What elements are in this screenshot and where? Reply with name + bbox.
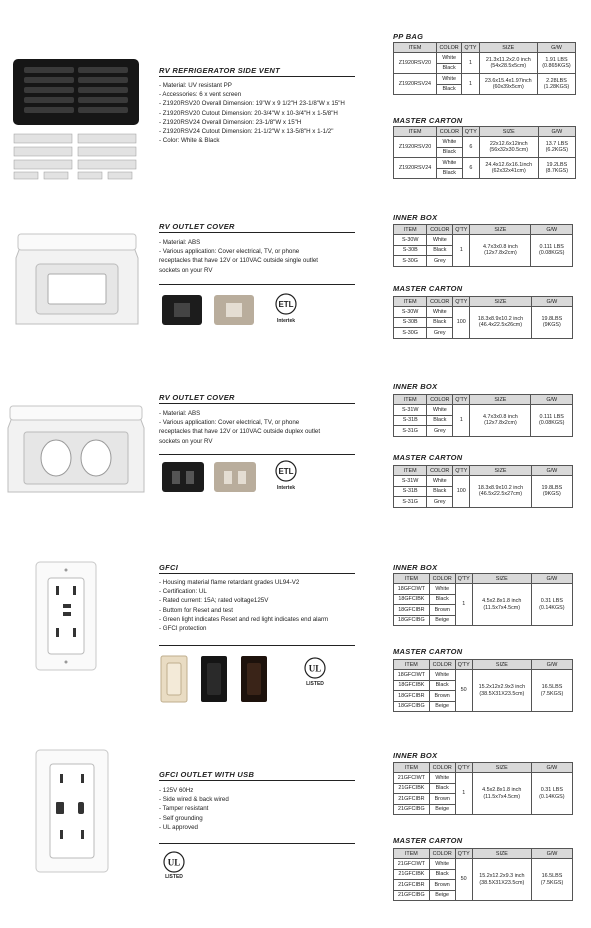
feature-list	[159, 786, 374, 832]
gw-cell: 2.28LBS (1.28KGS)	[538, 74, 576, 95]
item-cell: 21GFCIBG	[394, 804, 430, 815]
product-title: GFCI OUTLET WITH USB	[159, 770, 255, 779]
item-cell: S-31W	[394, 476, 427, 487]
gw-cell: 19.2LBS (8.7KGS)	[538, 158, 575, 179]
header-cell: ITEM	[394, 127, 437, 137]
color-cell: White	[427, 235, 453, 246]
feature-item: - Z1920RSV20 Cutout Dimension: 20-3/4"W x 10-3/4"H x 1-5/8"H	[159, 109, 338, 117]
item-cell: S-30W	[394, 307, 427, 318]
header-cell: ITEM	[394, 225, 427, 235]
table-header-row	[394, 763, 573, 773]
header-cell: SIZE	[479, 127, 538, 137]
header-cell: ITEM	[394, 297, 427, 307]
table-title: MASTER CARTON	[393, 453, 463, 462]
feature-item: - Various application: Cover electrical, TV, or phone	[159, 248, 300, 256]
item-cell: S-30B	[394, 245, 427, 256]
table-row	[394, 670, 573, 681]
item-cell: S-30W	[394, 235, 427, 246]
gw-cell: 0.111 LBS (0.08KGS)	[531, 235, 573, 267]
table-header-row	[394, 466, 573, 476]
item-cell: S-31B	[394, 486, 427, 497]
qty-cell: 6	[462, 158, 479, 179]
header-cell: ITEM	[394, 763, 430, 773]
qty-cell: 50	[455, 859, 472, 901]
side-vent-image	[12, 58, 140, 126]
color-cell: Black	[429, 594, 455, 605]
color-cell: Brown	[429, 605, 455, 616]
header-cell: Q'TY	[455, 574, 472, 584]
header-cell: COLOR	[427, 395, 453, 405]
color-cell: Grey	[427, 426, 453, 437]
table-title: INNER BOX	[393, 382, 438, 391]
header-cell: ITEM	[394, 574, 430, 584]
header-cell: COLOR	[429, 763, 455, 773]
header-cell: COLOR	[429, 660, 455, 670]
item-cell: S-31B	[394, 415, 427, 426]
spec-table	[393, 465, 573, 508]
size-cell: 18.3x8.9x10.2 inch (46.5x22.5x27cm)	[470, 476, 531, 508]
svg-text:UL: UL	[308, 663, 322, 674]
table-title: MASTER CARTON	[393, 116, 463, 125]
table-row	[394, 859, 573, 870]
item-cell: 18GFCIBK	[394, 594, 430, 605]
color-cell: Black	[437, 147, 463, 158]
header-cell: SIZE	[472, 763, 531, 773]
cert-caption: LISTED	[306, 681, 324, 687]
header-cell: G/W	[531, 225, 573, 235]
title-rule	[159, 573, 355, 574]
feature-item: - Various application: Cover electrical, TV, or phone	[159, 419, 300, 427]
header-cell: SIZE	[479, 43, 537, 53]
etl-certification-icon	[272, 292, 300, 316]
table-row	[394, 74, 576, 85]
header-cell: COLOR	[429, 574, 455, 584]
item-cell: 18GFCIBK	[394, 680, 430, 691]
header-cell: SIZE	[470, 225, 531, 235]
item-cell: 18GFCIBR	[394, 605, 430, 616]
color-cell: Brown	[429, 794, 455, 805]
qty-cell: 1	[462, 53, 479, 74]
gw-cell: 19.8LBS (9KGS)	[531, 307, 572, 339]
title-rule	[159, 403, 355, 404]
header-cell: G/W	[531, 395, 573, 405]
size-cell: 4.5x2.8x1.8 inch (11.5x7x4.5cm)	[472, 584, 531, 626]
size-cell: 22x12.6x12inch (56x32x30.5cm)	[479, 137, 538, 158]
feature-item: - Material: ABS	[159, 410, 201, 417]
product-title: RV OUTLET COVER	[159, 222, 235, 231]
item-cell: 21GFCIBK	[394, 783, 430, 794]
table-header-row	[394, 127, 576, 137]
feature-item: - Z1920RSV24 Overall Dimension: 23-1/8"W x 15"H	[159, 118, 302, 126]
feature-item: - Z1920RSV24 Cutout Dimension: 21-1/2"W x 13-5/8"H x 1-1/2"	[159, 128, 334, 136]
header-cell: SIZE	[470, 466, 531, 476]
header-cell: G/W	[538, 127, 575, 137]
item-cell: 21GFCIBR	[394, 880, 430, 891]
header-cell: COLOR	[437, 127, 463, 137]
header-cell: COLOR	[436, 43, 462, 53]
spec-table	[393, 394, 573, 437]
header-cell: COLOR	[427, 297, 453, 307]
header-cell: COLOR	[429, 849, 455, 859]
item-cell: 21GFCIBK	[394, 869, 430, 880]
gw-cell: 13.7 LBS (6.2KGS)	[538, 137, 575, 158]
color-cell: Black	[437, 168, 463, 179]
color-cell: Black	[427, 245, 453, 256]
feature-list	[159, 578, 374, 633]
brown-gfci-image	[240, 655, 268, 703]
item-cell: Z1920RSV24	[394, 74, 437, 95]
item-cell: S-30G	[394, 256, 427, 267]
table-title: PP BAG	[393, 32, 424, 41]
table-header-row	[394, 849, 573, 859]
item-cell: 21GFCIBG	[394, 890, 430, 901]
color-cell: Black	[436, 63, 462, 74]
header-cell: G/W	[538, 43, 576, 53]
item-cell: S-31G	[394, 497, 427, 508]
grey-cover-image	[213, 294, 255, 326]
header-cell: SIZE	[470, 395, 531, 405]
header-cell: Q'TY	[455, 849, 472, 859]
feature-list	[159, 409, 374, 446]
cert-caption: Intertek	[276, 318, 296, 324]
gw-cell: 19.8LBS (9KGS)	[531, 476, 572, 508]
header-cell: SIZE	[470, 297, 531, 307]
feature-item: - UL approved	[159, 823, 198, 831]
color-cell: White	[427, 307, 453, 318]
vent-screens-image	[12, 132, 140, 182]
table-row	[394, 584, 573, 595]
feature-item: - Rated current: 15A; rated voltage125V	[159, 597, 269, 605]
item-cell: 18GFCIBG	[394, 615, 430, 626]
qty-cell: 1	[453, 405, 470, 437]
item-cell: 18GFCIBR	[394, 691, 430, 702]
item-cell: Z1920RSV20	[394, 53, 437, 74]
svg-text:ETL: ETL	[278, 300, 294, 309]
color-cell: Black	[429, 680, 455, 691]
header-cell: SIZE	[472, 660, 531, 670]
item-cell: S-30G	[394, 328, 427, 339]
qty-cell: 1	[453, 235, 470, 267]
feature-item: receptacles that have 12V or 110VAC outside duplex outlet	[159, 428, 321, 436]
size-cell: 15.2x12x2.9x3 inch (38.5X31X23.5cm)	[472, 670, 531, 712]
gw-cell: 16.5LBS (7.5KGS)	[532, 859, 573, 901]
color-cell: White	[436, 53, 462, 64]
header-cell: Q'TY	[462, 43, 479, 53]
table-header-row	[394, 660, 573, 670]
header-cell: ITEM	[394, 849, 430, 859]
header-cell: ITEM	[394, 395, 427, 405]
header-cell: G/W	[531, 466, 572, 476]
color-cell: Black	[427, 317, 453, 328]
color-cell: Black	[429, 783, 455, 794]
header-cell: ITEM	[394, 466, 427, 476]
color-cell: White	[429, 773, 455, 784]
grey-cover-image	[213, 461, 257, 493]
table-title: INNER BOX	[393, 751, 438, 760]
feature-item: sockets on your RV	[159, 266, 213, 274]
feature-item: - Accessories: 6 x vent screen	[159, 91, 242, 99]
color-cell: White	[429, 670, 455, 681]
spec-table	[393, 224, 573, 267]
table-row	[394, 158, 576, 169]
size-cell: 4.7x3x0.8 inch (12x7.8x2cm)	[470, 405, 531, 437]
color-cell: Black	[427, 486, 453, 497]
table-row	[394, 235, 573, 246]
header-cell: G/W	[532, 660, 573, 670]
spec-table	[393, 762, 573, 815]
header-cell: G/W	[531, 763, 572, 773]
table-row	[394, 137, 576, 148]
gw-cell: 0.31 LBS (0.14KGS)	[531, 773, 572, 815]
black-gfci-image	[200, 655, 228, 703]
qty-cell: 6	[462, 137, 479, 158]
table-title: MASTER CARTON	[393, 647, 463, 656]
item-cell: 21GFCIBR	[394, 794, 430, 805]
color-cell: White	[429, 859, 455, 870]
color-cell: White	[427, 405, 453, 416]
duplex-cover-image	[6, 402, 146, 498]
qty-cell: 50	[455, 670, 472, 712]
table-header-row	[394, 225, 573, 235]
feature-item: - Housing material flame retardant grades UL94-V2	[159, 579, 300, 586]
feature-item: - Material: UV resistant PP	[159, 82, 232, 89]
size-cell: 18.3x8.9x10.2 inch (46.4x22.5x26cm)	[470, 307, 531, 339]
color-cell: Grey	[427, 328, 453, 339]
size-cell: 15.2x12.2x9.3 inch (38.5X31X23.5cm)	[472, 859, 531, 901]
color-cell: White	[427, 476, 453, 487]
outlet-cover-image	[12, 228, 142, 332]
cert-caption: Intertek	[276, 485, 296, 491]
color-cell: Black	[436, 84, 462, 95]
table-row	[394, 405, 573, 416]
title-rule	[159, 76, 355, 77]
color-cell: Beige	[429, 701, 455, 712]
title-rule	[159, 780, 355, 781]
table-title: INNER BOX	[393, 563, 438, 572]
color-cell: White	[437, 158, 463, 169]
spec-table	[393, 42, 576, 95]
header-cell: G/W	[531, 297, 572, 307]
spec-table	[393, 573, 573, 626]
etl-certification-icon	[272, 459, 300, 483]
color-cell: Brown	[429, 691, 455, 702]
qty-cell: 1	[455, 584, 472, 626]
item-cell: Z1920RSV20	[394, 137, 437, 158]
table-title: INNER BOX	[393, 213, 438, 222]
feature-item: - Buttom for Reset and test	[159, 606, 233, 614]
color-cell: Grey	[427, 256, 453, 267]
color-cell: Beige	[429, 804, 455, 815]
ul-listed-icon	[157, 850, 191, 874]
spec-table	[393, 296, 573, 339]
gw-cell: 0.31 LBS (0.14KGS)	[531, 584, 572, 626]
item-cell: S-31G	[394, 426, 427, 437]
item-cell: S-31W	[394, 405, 427, 416]
gfci-image	[34, 560, 98, 672]
header-cell: Q'TY	[455, 763, 472, 773]
spec-table	[393, 126, 576, 179]
size-cell: 21.3x11.2x2.0 inch (54x28.5x5cm)	[479, 53, 537, 74]
gfci-usb-image	[34, 748, 110, 874]
feature-item: - Certification: UL	[159, 588, 207, 596]
size-cell: 4.5x2.8x1.8 inch (11.5x7x4.5cm)	[472, 773, 531, 815]
cert-caption: LISTED	[165, 874, 183, 880]
gw-cell: 16.5LBS (7.5KGS)	[532, 670, 573, 712]
table-header-row	[394, 574, 573, 584]
header-cell: ITEM	[394, 660, 430, 670]
feature-item: - Side wired & back wired	[159, 796, 229, 804]
gw-cell: 0.111 LBS (0.08KGS)	[531, 405, 573, 437]
feature-list	[159, 81, 369, 145]
color-cell: Black	[427, 415, 453, 426]
table-title: MASTER CARTON	[393, 284, 463, 293]
title-rule	[159, 284, 355, 285]
header-cell: G/W	[531, 574, 572, 584]
color-cell: White	[437, 137, 463, 148]
svg-text:ETL: ETL	[278, 467, 294, 476]
color-cell: Black	[429, 869, 455, 880]
item-cell: 18GFCIBG	[394, 701, 430, 712]
feature-item: - 125V 60Hz	[159, 787, 194, 794]
color-cell: White	[436, 74, 462, 85]
feature-item: - Material: ABS	[159, 239, 201, 246]
title-rule	[159, 843, 355, 844]
qty-cell: 100	[453, 307, 470, 339]
table-row	[394, 307, 573, 318]
black-cover-image	[161, 461, 205, 493]
svg-text:UL: UL	[167, 857, 181, 868]
size-cell: 24.4x12.6x16.1inch (62x32x41cm)	[479, 158, 538, 179]
header-cell: SIZE	[472, 574, 531, 584]
header-cell: ITEM	[394, 43, 437, 53]
header-cell: Q'TY	[462, 127, 479, 137]
feature-item: - Tamper resistant	[159, 805, 209, 813]
table-row	[394, 773, 573, 784]
item-cell: Z1920RSV24	[394, 158, 437, 179]
title-rule	[159, 645, 355, 646]
header-cell: Q'TY	[453, 297, 470, 307]
header-cell: Q'TY	[453, 225, 470, 235]
ul-listed-icon	[298, 656, 332, 680]
header-cell: COLOR	[427, 225, 453, 235]
feature-item: - Self grounding	[159, 814, 203, 822]
title-rule	[159, 232, 355, 233]
item-cell: 21GFCIWT	[394, 773, 430, 784]
feature-item: - Z1920RSV20 Overall Dimension: 19"W x 9 1/2"H 23-1/8"W x 15"H	[159, 100, 345, 108]
qty-cell: 1	[455, 773, 472, 815]
item-cell: 18GFCIWT	[394, 584, 430, 595]
header-cell: G/W	[532, 849, 573, 859]
product-title: GFCI	[159, 563, 179, 572]
feature-item: - GFCI protection	[159, 625, 207, 633]
spec-table	[393, 848, 573, 901]
table-header-row	[394, 43, 576, 53]
feature-list	[159, 238, 374, 275]
item-cell: 21GFCIWT	[394, 859, 430, 870]
feature-item: - Green light indicates Reset and red light indicates end alarm	[159, 615, 329, 623]
table-header-row	[394, 297, 573, 307]
header-cell: Q'TY	[453, 395, 470, 405]
header-cell: COLOR	[427, 466, 453, 476]
header-cell: SIZE	[472, 849, 531, 859]
product-title: RV OUTLET COVER	[159, 393, 235, 402]
table-title: MASTER CARTON	[393, 836, 463, 845]
header-cell: Q'TY	[455, 660, 472, 670]
feature-item: receptacles that have 12V or 110VAC outside single outlet	[159, 257, 319, 265]
beige-gfci-image	[160, 655, 188, 703]
color-cell: Beige	[429, 890, 455, 901]
item-cell: 18GFCIWT	[394, 670, 430, 681]
qty-cell: 1	[462, 74, 479, 95]
spec-table	[393, 659, 573, 712]
feature-item: - Color: White & Black	[159, 137, 220, 145]
item-cell: S-30B	[394, 317, 427, 328]
header-cell: Q'TY	[453, 466, 470, 476]
color-cell: Grey	[427, 497, 453, 508]
color-cell: Beige	[429, 615, 455, 626]
color-cell: Brown	[429, 880, 455, 891]
size-cell: 23.6x15.4x1.97inch (60x39x5cm)	[479, 74, 537, 95]
color-cell: White	[429, 584, 455, 595]
table-row	[394, 476, 573, 487]
gw-cell: 1.91 LBS (0.865KGS)	[538, 53, 576, 74]
title-rule	[159, 454, 355, 455]
size-cell: 4.7x3x0.8 inch (12x7.8x2cm)	[470, 235, 531, 267]
qty-cell: 100	[453, 476, 470, 508]
black-cover-image	[161, 294, 203, 326]
product-title: RV REFRIGERATOR SIDE VENT	[159, 66, 280, 75]
feature-item: sockets on your RV	[159, 437, 213, 445]
table-row	[394, 53, 576, 64]
table-header-row	[394, 395, 573, 405]
